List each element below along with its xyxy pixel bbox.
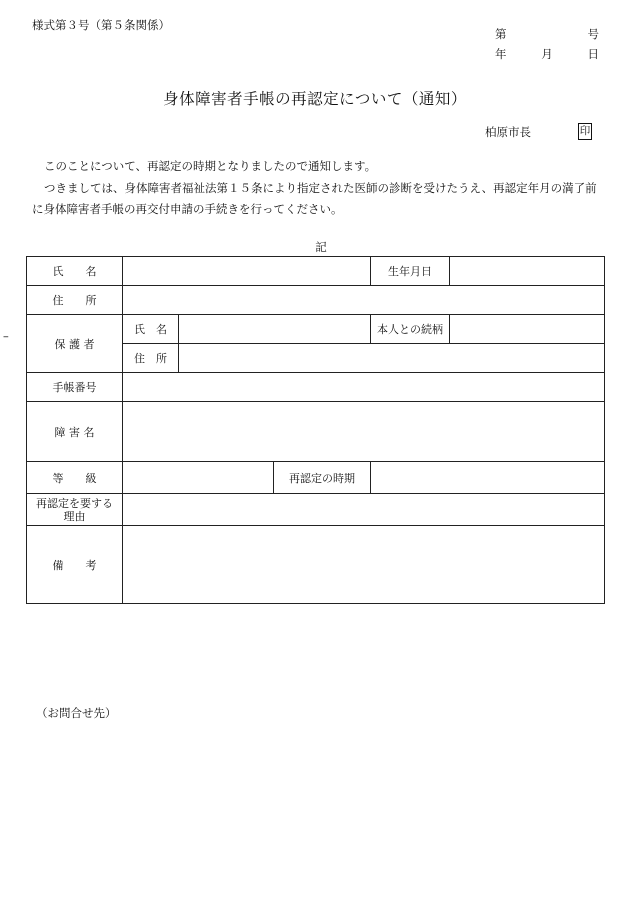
guardian-label: 保 護 者 — [27, 315, 123, 373]
relationship-field[interactable] — [450, 315, 605, 344]
doc-number-suffix: 号 — [587, 27, 599, 41]
date-day: 日 — [587, 47, 599, 61]
row-name — [27, 257, 605, 286]
recert-time-field[interactable] — [371, 462, 605, 494]
date-month: 月 — [541, 47, 553, 61]
row-recert-reason — [27, 494, 605, 526]
seal-mark: 印 — [578, 123, 592, 140]
row-guardian-name — [27, 315, 605, 344]
guardian-address-field[interactable] — [179, 344, 605, 373]
name-field[interactable] — [123, 257, 371, 286]
grade-field[interactable] — [123, 462, 274, 494]
form-number: 様式第３号（第５条関係） — [32, 18, 170, 32]
row-notebook-number — [27, 373, 605, 402]
birthdate-label: 生年月日 — [371, 257, 450, 286]
guardian-name-label: 氏 名 — [123, 315, 179, 344]
margin-mark: – — [3, 329, 9, 343]
recert-reason-label — [27, 494, 123, 526]
page-title: 身体障害者手帳の再認定について（通知） — [163, 90, 467, 108]
body-paragraph-2: つきましては、身体障害者福祉法第１５条により指定された医師の診断を受けたうえ、再認定年月の満了前 — [44, 181, 597, 195]
recert-reason-label-line-1: 再認定を要する — [36, 496, 113, 510]
remarks-label: 備 考 — [27, 526, 123, 604]
address-label: 住 所 — [27, 286, 123, 315]
recert-reason-field[interactable] — [123, 494, 605, 526]
row-address — [27, 286, 605, 315]
address-field[interactable] — [123, 286, 605, 315]
body-paragraph-3: に身体障害者手帳の再交付申請の手続きを行ってください。 — [32, 202, 343, 216]
date-year: 年 — [495, 47, 507, 61]
recert-time-label: 再認定の時期 — [274, 462, 371, 494]
notice-form-table — [26, 256, 605, 604]
recert-reason-label-line-2: 理由 — [63, 509, 86, 523]
body-paragraph-1: このことについて、再認定の時期となりましたので通知します。 — [44, 159, 377, 173]
relationship-label: 本人との続柄 — [371, 315, 450, 344]
guardian-name-field[interactable] — [179, 315, 371, 344]
disability-field[interactable] — [123, 402, 605, 462]
row-remarks — [27, 526, 605, 604]
name-label: 氏 名 — [27, 257, 123, 286]
inquiry-label: （お問合せ先） — [36, 706, 117, 720]
notebook-number-label: 手帳番号 — [27, 373, 123, 402]
birthdate-field[interactable] — [450, 257, 605, 286]
sender-name: 柏原市長 — [485, 125, 531, 139]
notebook-number-field[interactable] — [123, 373, 605, 402]
doc-number-prefix: 第 — [495, 27, 507, 41]
row-grade — [27, 462, 605, 494]
document-date — [495, 46, 599, 62]
row-disability — [27, 402, 605, 462]
guardian-address-label: 住 所 — [123, 344, 179, 373]
disability-label: 障 害 名 — [27, 402, 123, 462]
grade-label: 等 級 — [27, 462, 123, 494]
ki-heading: 記 — [315, 240, 327, 254]
remarks-field[interactable] — [123, 526, 605, 604]
document-number — [495, 26, 599, 42]
